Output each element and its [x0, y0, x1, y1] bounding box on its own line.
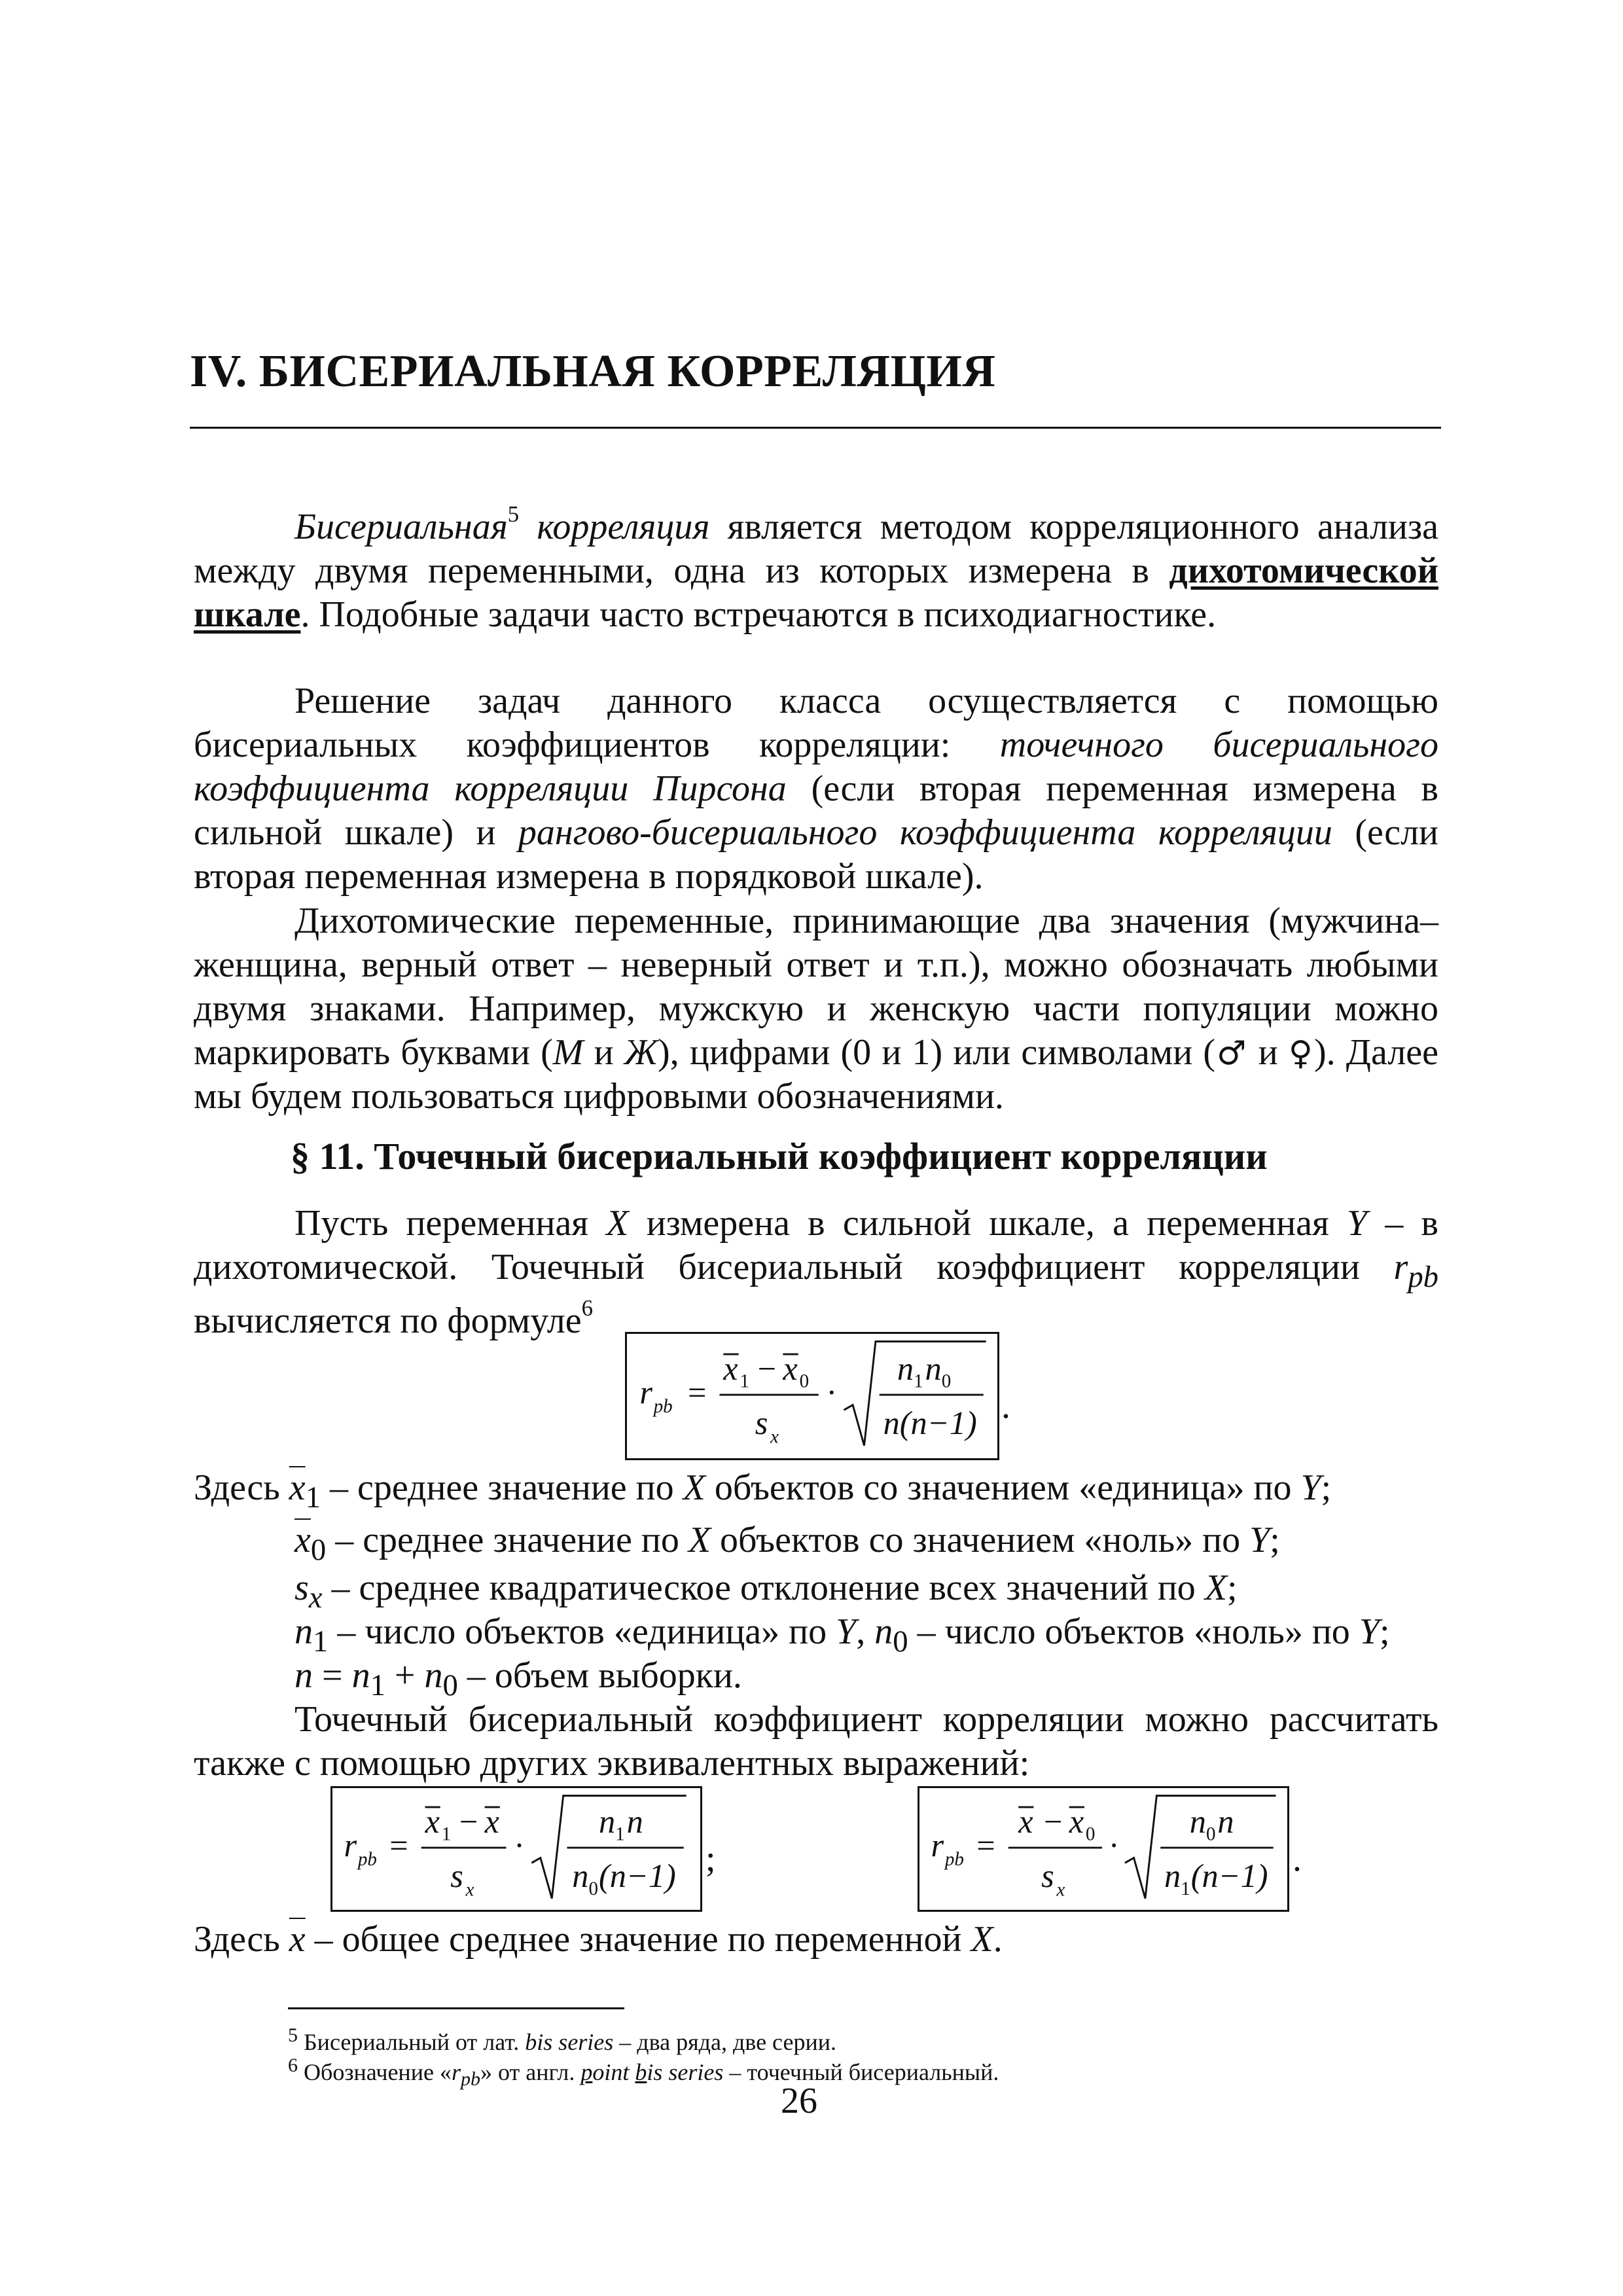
svg-text:s: s	[755, 1405, 768, 1442]
svg-text:n: n	[1189, 1803, 1206, 1840]
footnote-rule	[288, 2007, 624, 2009]
svg-text:s: s	[1041, 1857, 1054, 1895]
footnote-5: $^5$ Бисериальный от лат. bis series – два ряда, две серии.	[288, 2024, 836, 2055]
term-biserial: Бисериальная	[294, 507, 508, 547]
svg-text:n: n	[897, 1350, 914, 1387]
svg-text:0: 0	[1205, 1823, 1216, 1845]
footnote-ref-6: 6	[581, 1295, 593, 1321]
section-paragraph-1: Пусть переменная X измерена в сильной шкале, а переменная Y – в дихотомической. Точечный бисериальный коэффициент корреляции $r_{pb}$ вычисляется по формуле$^6$	[194, 1203, 1438, 1342]
svg-text:n: n	[925, 1350, 942, 1387]
svg-text:1: 1	[740, 1371, 750, 1392]
svg-text:r: r	[344, 1827, 357, 1864]
definition-sx: $s_x$ – среднее квадратическое отклонение всех значений по X;	[294, 1568, 1238, 1615]
term-correlation: корреляция	[537, 507, 710, 547]
formula-lhs: r	[639, 1374, 652, 1411]
formula-1-end: .	[1001, 1386, 1010, 1426]
female-symbol-icon: ♀	[1288, 1033, 1314, 1072]
formula-2-end: ;	[705, 1839, 716, 1879]
svg-text:0: 0	[799, 1371, 810, 1392]
svg-text:x: x	[465, 1879, 474, 1901]
svg-text:x: x	[1018, 1803, 1033, 1840]
svg-text:1: 1	[914, 1371, 923, 1392]
intro-paragraph-2: Решение задач данного класса осуществляется с помощью бисериальных коэффициентов корреляции: точечного бисериального коэффициента корреляции Пирсона (если вторая переменная измерена в сильной шкале) и рангово-бисериального коэффициента корреляции (если вторая переменная измерена в порядковой шкале).	[194, 681, 1439, 897]
definition-x1: Здесь $\overline{x}_1$ – среднее значение по X объектов со значением «единица» по Y;	[194, 1467, 1332, 1515]
section-title: § 11. Точечный бисериальный коэффициент корреляции	[291, 1135, 1268, 1177]
svg-text:r: r	[931, 1827, 944, 1864]
svg-text:x: x	[723, 1350, 738, 1387]
formula-equivalent-1	[330, 1786, 702, 1912]
section-paragraph-3: Здесь $\overline{x}$ – общее среднее значение по переменной X.	[194, 1919, 1003, 1960]
svg-text:n: n	[626, 1803, 643, 1840]
svg-text:(n−1): (n−1)	[1190, 1857, 1268, 1895]
svg-text:−: −	[757, 1350, 777, 1387]
svg-text:pb: pb	[653, 1396, 673, 1418]
svg-text:=: =	[389, 1827, 408, 1864]
svg-text:(n−1): (n−1)	[598, 1857, 676, 1895]
chapter-title: IV. БИСЕРИАЛЬНАЯ КОРРЕЛЯЦИЯ	[190, 346, 996, 397]
rank-biserial-term: рангово-бисериального коэффициента корреляции	[518, 812, 1332, 853]
svg-text:x: x	[484, 1803, 499, 1840]
definition-n1-n0: $n_1$ – число объектов «единица» по Y, $n_0$ – число объектов «ноль» по Y;	[294, 1611, 1390, 1659]
svg-text:n: n	[572, 1857, 589, 1895]
svg-text:·: ·	[514, 1827, 525, 1864]
svg-text:·: ·	[1108, 1827, 1120, 1864]
dichotomous-scale-term: дихотомической шкале	[194, 550, 1438, 635]
svg-text:=: =	[688, 1374, 707, 1411]
male-symbol-icon: ♂	[1215, 1033, 1248, 1072]
svg-text:=: =	[976, 1827, 995, 1864]
svg-text:n: n	[1217, 1803, 1234, 1840]
svg-text:0: 0	[1085, 1823, 1096, 1845]
svg-text:x: x	[425, 1803, 440, 1840]
intro-paragraph-3: Дихотомические переменные, принимающие два значения (мужчина–женщина, верный ответ – неверный ответ и т.п.), можно обозначать любыми двумя знаками. Например, мужскую и женскую части популяции можно маркировать буквами (М и Ж), цифрами (0 и 1) или символами (♂ и ♀). Далее мы будем пользоваться цифровыми обозначениями.	[194, 901, 1438, 1117]
definition-n: $n = n_1 + n_0$ – объем выборки.	[294, 1655, 742, 1703]
svg-text:x: x	[783, 1350, 798, 1387]
formula-point-biserial	[625, 1332, 999, 1460]
svg-text:0: 0	[588, 1878, 598, 1899]
intro-paragraph-1: Бисериальная$^5$ корреляция является методом корреляционного анализа между двумя переменными, одна из которых измерена в дихотомической шкале. Подобные задачи часто встречаются в психодиагностике.	[194, 501, 1438, 635]
svg-text:1: 1	[615, 1823, 625, 1845]
svg-text:1: 1	[441, 1823, 452, 1845]
svg-text:n: n	[1164, 1857, 1181, 1895]
svg-text:x: x	[1069, 1803, 1084, 1840]
chapter-title-rule	[190, 427, 1441, 429]
footnote-6: $^6$ Обозначение «$r_{pb}$» от англ. point bis series – точечный бисериальный.	[288, 2054, 999, 2090]
svg-text:n(n−1): n(n−1)	[883, 1405, 977, 1442]
section-paragraph-2: Точечный бисериальный коэффициент корреляции можно рассчитать также с помощью других эквивалентных выражений:	[194, 1699, 1438, 1784]
svg-text:1: 1	[1181, 1878, 1190, 1899]
definition-x0: $\overline{x}_0$ – среднее значение по X объектов со значением «ноль» по Y;	[294, 1520, 1280, 1568]
svg-text:pb: pb	[357, 1849, 377, 1871]
page-number: 26	[781, 2081, 817, 2121]
svg-text:s: s	[450, 1857, 463, 1895]
svg-text:0: 0	[941, 1371, 952, 1392]
footnote-ref-5: 5	[507, 501, 520, 527]
point-biserial-term: точечного бисериального коэффициента корреляции Пирсона	[194, 725, 1438, 809]
svg-text:n: n	[598, 1803, 616, 1840]
svg-text:pb: pb	[944, 1849, 964, 1871]
svg-text:·: ·	[826, 1374, 838, 1411]
svg-text:−: −	[459, 1803, 478, 1840]
formula-3-end: .	[1293, 1839, 1302, 1879]
svg-text:x: x	[1056, 1879, 1065, 1901]
svg-text:x: x	[770, 1426, 779, 1448]
formula-equivalent-2	[918, 1786, 1289, 1912]
svg-text:−: −	[1043, 1803, 1063, 1840]
